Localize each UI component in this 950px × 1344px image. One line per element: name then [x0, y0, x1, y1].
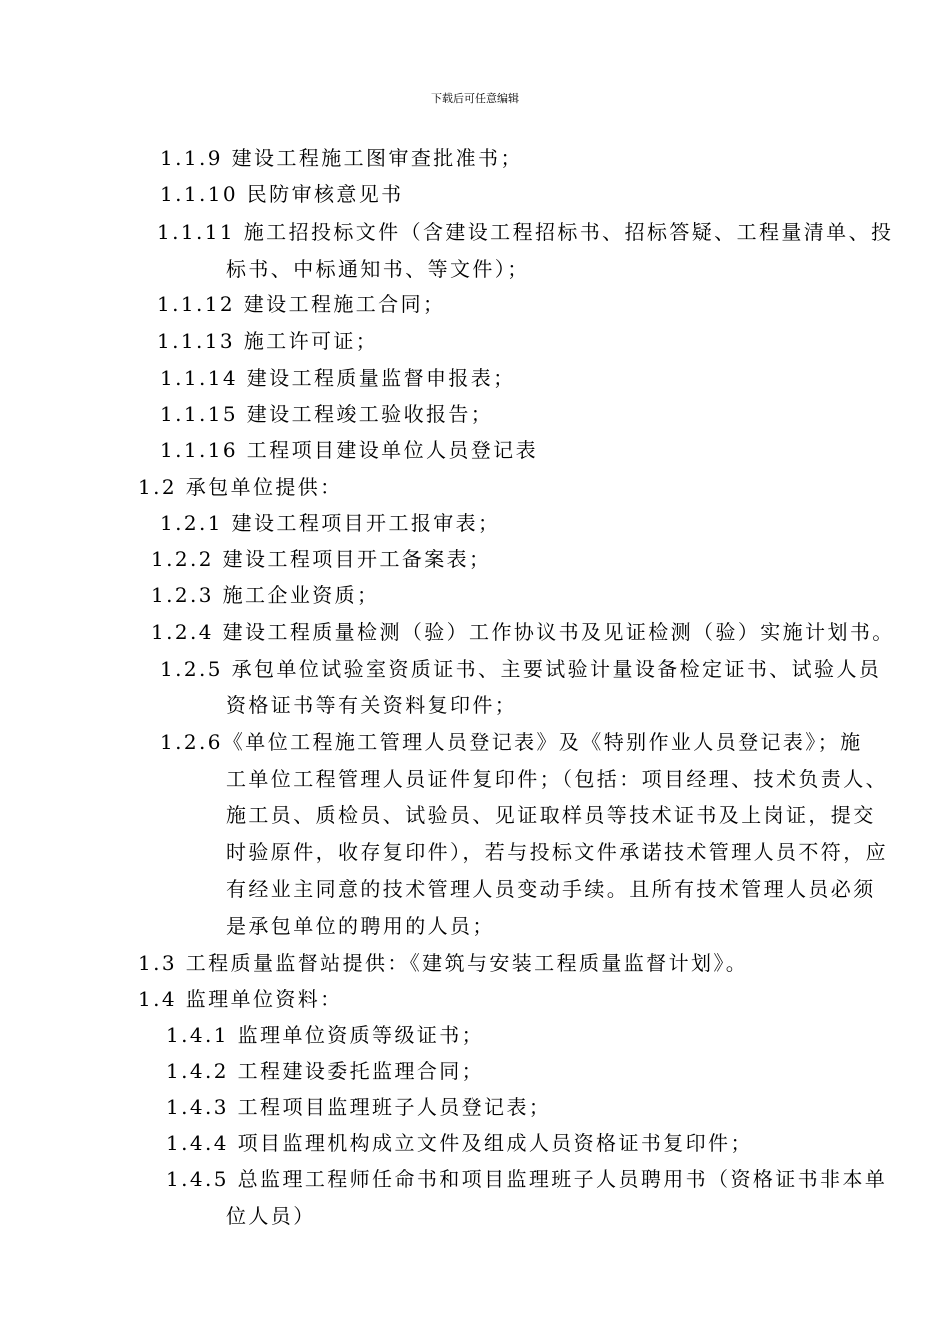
section-1-3: 1.3 工程质量监督站提供：《建筑与安装工程质量监督计划》。 — [138, 951, 749, 975]
item-1-2-6-cont-3: 时验原件，收存复印件），若与投标文件承诺技术管理人员不符，应 — [226, 840, 888, 864]
item-1-4-3: 1.4.3 工程项目监理班子人员登记表； — [166, 1095, 552, 1119]
item-1-1-11: 1.1.11 施工招投标文件（含建设工程招标书、招标答疑、工程量清单、投 — [157, 220, 894, 244]
item-1-4-5: 1.4.5 总监理工程师任命书和项目监理班子人员聘用书（资格证书非本单 — [166, 1167, 888, 1191]
item-1-2-1: 1.2.1 建设工程项目开工报审表； — [160, 511, 501, 535]
item-1-1-16: 1.1.16 工程项目建设单位人员登记表 — [160, 438, 538, 462]
item-1-4-5-cont: 位人员） — [226, 1204, 316, 1228]
item-1-2-6-cont-2: 施工员、质检员、试验员、见证取样员等技术证书及上岗证，提交 — [226, 803, 876, 827]
item-1-1-10: 1.1.10 民防审核意见书 — [160, 182, 404, 206]
item-1-1-11-cont: 标书、中标通知书、等文件）； — [226, 257, 530, 281]
section-1-4: 1.4 监理单位资料： — [138, 987, 343, 1011]
item-1-4-2: 1.4.2 工程建设委托监理合同； — [166, 1059, 485, 1083]
item-1-4-1: 1.4.1 监理单位资质等级证书； — [166, 1023, 485, 1047]
item-1-2-6-cont-1: 工单位工程管理人员证件复印件；（包括：项目经理、技术负责人、 — [226, 767, 888, 791]
item-1-2-6: 1.2.6《单位工程施工管理人员登记表》及《特别作业人员登记表》；施 — [160, 730, 863, 754]
item-1-2-5-cont: 资格证书等有关资料复印件； — [226, 693, 518, 717]
item-1-2-5: 1.2.5 承包单位试验室资质证书、主要试验计量设备检定证书、试验人员 — [160, 657, 882, 681]
item-1-1-14: 1.1.14 建设工程质量监督申报表； — [160, 366, 516, 390]
item-1-4-4: 1.4.4 项目监理机构成立文件及组成人员资格证书复印件； — [166, 1131, 753, 1155]
item-1-1-15: 1.1.15 建设工程竣工验收报告； — [160, 402, 494, 426]
item-1-2-2: 1.2.2 建设工程项目开工备案表； — [151, 547, 492, 571]
item-1-2-4: 1.2.4 建设工程质量检测（验）工作协议书及见证检测（验）实施计划书。 — [151, 620, 895, 644]
item-1-1-13: 1.1.13 施工许可证； — [157, 329, 379, 353]
item-1-1-9: 1.1.9 建设工程施工图审查批准书； — [160, 146, 523, 170]
item-1-2-6-cont-4: 有经业主同意的技术管理人员变动手续。且所有技术管理人员必须 — [226, 877, 876, 901]
item-1-1-12: 1.1.12 建设工程施工合同； — [157, 292, 446, 316]
page-header: 下载后可任意编辑 — [431, 92, 519, 105]
section-1-2: 1.2 承包单位提供： — [138, 475, 343, 499]
item-1-2-3: 1.2.3 施工企业资质； — [151, 583, 380, 607]
item-1-2-6-cont-5: 是承包单位的聘用的人员； — [226, 914, 495, 938]
